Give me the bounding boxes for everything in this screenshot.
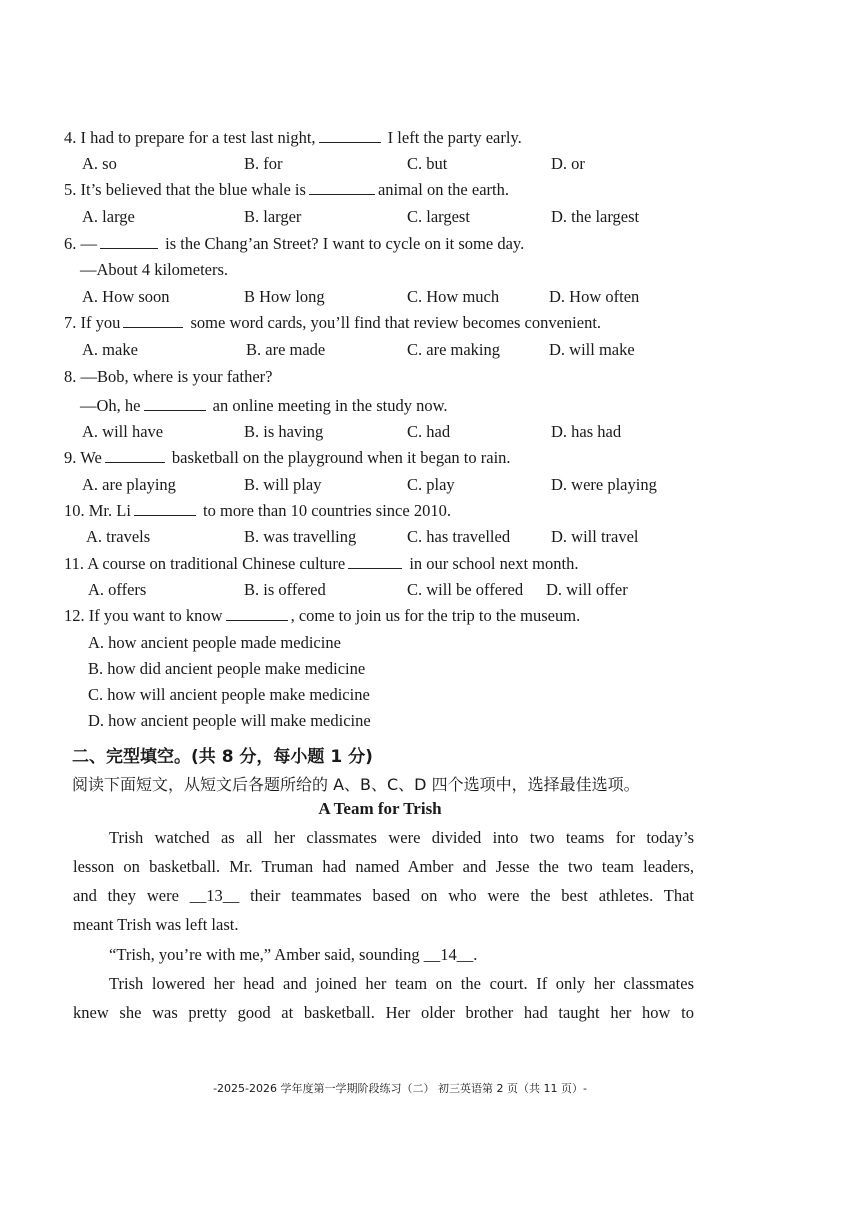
passage-line: and they were __13__ their teammates based on who were the best athletes. That [73, 886, 694, 905]
question-text: some word cards, you’ll find that review becomes convenient. [190, 313, 602, 332]
option-c: C. are making [407, 340, 501, 359]
page-footer: -2025-2026 学年度第一学期阶段练习（二） 初三英语第 2 页（共 11 页）- [213, 1082, 587, 1095]
answer-blank [319, 128, 381, 143]
question-number: 5. [64, 180, 77, 199]
option-c: C. how will ancient people make medicine [88, 685, 370, 704]
question-text: animal on the earth. [377, 180, 509, 199]
question-text: — [80, 234, 97, 253]
section-title: 二、完型填空。(共 8 分，每小题 1 分) [72, 747, 373, 767]
option-c: C. How much [407, 287, 500, 306]
answer-blank [123, 313, 183, 328]
passage-line: meant Trish was left last. [73, 915, 239, 934]
option-a: A. will have [82, 422, 164, 441]
question-number: 11. [64, 554, 85, 573]
option-b: B. for [244, 154, 283, 173]
option-b: B. is having [244, 422, 324, 441]
section-instruction: 阅读下面短文，从短文后各题所给的 A、B、C、D 四个选项中，选择最佳选项。 [72, 775, 640, 794]
option-c: C. play [407, 475, 455, 494]
question-number: 7. [64, 313, 77, 332]
option-b: B. is offered [244, 580, 326, 599]
option-a: A. are playing [82, 475, 176, 494]
option-a: A. offers [88, 580, 147, 599]
passage-paragraph-2 [73, 940, 694, 969]
option-c: C. had [407, 422, 451, 441]
question-text: to more than 10 countries since 2010. [203, 501, 451, 520]
option-b: B. will play [244, 475, 322, 494]
option-a: A. large [82, 207, 135, 226]
option-d: D. how ancient people will make medicine [88, 711, 371, 730]
option-d: D. will travel [551, 527, 639, 546]
question-number: 6. [64, 234, 77, 253]
option-d: D. How often [549, 287, 640, 306]
question-8 [64, 367, 272, 387]
question-11 [64, 554, 578, 574]
option-c: C. has travelled [407, 527, 511, 546]
option-d: D. or [551, 154, 585, 173]
dialogue-reply [80, 396, 448, 416]
question-text: is the Chang’an Street? I want to cycle on it some day. [165, 234, 525, 253]
option-b: B. how did ancient people make medicine [88, 659, 366, 678]
option-a: A. How soon [82, 287, 170, 306]
passage-line: lesson on basketball. Mr. Truman had named Amber and Jesse the two team leaders, [73, 857, 694, 876]
option-a: A. how ancient people made medicine [88, 633, 341, 652]
question-10 [64, 501, 451, 521]
option-b: B. larger [244, 207, 302, 226]
answer-blank [144, 396, 206, 411]
reply-text: —Oh, he [80, 396, 141, 415]
option-b: B. are made [246, 340, 326, 359]
passage-title: A Team for Trish [318, 799, 442, 818]
question-text: We [80, 448, 102, 467]
option-a: A. travels [86, 527, 151, 546]
question-text: I had to prepare for a test last night, [80, 128, 316, 147]
question-9 [64, 448, 511, 468]
option-a: A. so [82, 154, 117, 173]
answer-blank [134, 501, 196, 516]
question-number: 10. [64, 501, 85, 520]
question-number: 12. [64, 606, 85, 625]
question-text: I left the party early. [387, 128, 522, 147]
option-d: D. were playing [551, 475, 657, 494]
question-5 [64, 180, 509, 200]
option-d: D. will make [549, 340, 635, 359]
option-d: D. the largest [551, 207, 640, 226]
dialogue-reply: —About 4 kilometers. [80, 260, 229, 279]
answer-blank [226, 606, 288, 621]
question-6 [64, 234, 524, 254]
question-4 [64, 128, 522, 148]
question-text: If you want to know [88, 606, 223, 625]
option-b: B How long [244, 287, 325, 306]
passage-paragraph-3 [73, 969, 694, 1027]
passage-paragraph-1 [73, 823, 694, 939]
option-b: B. was travelling [244, 527, 357, 546]
question-12 [64, 606, 580, 626]
passage-line: Trish watched as all her classmates were divided into two teams for today’s [109, 828, 694, 847]
question-number: 4. [64, 128, 77, 147]
question-text: Mr. Li [88, 501, 131, 520]
question-text: in our school next month. [409, 554, 579, 573]
question-text: —Bob, where is your father? [80, 367, 273, 386]
answer-blank [348, 554, 402, 569]
option-d: D. has had [551, 422, 622, 441]
answer-blank [309, 180, 375, 195]
question-text: , come to join us for the trip to the museum. [290, 606, 581, 625]
passage-line: “Trish, you’re with me,” Amber said, sounding __14__. [109, 945, 478, 964]
question-number: 8. [64, 367, 77, 386]
answer-blank [100, 234, 158, 249]
question-text: basketball on the playground when it began to rain. [171, 448, 511, 467]
option-c: C. largest [407, 207, 470, 226]
option-a: A. make [82, 340, 138, 359]
passage-line: Trish lowered her head and joined her team on the court. If only her classmates [109, 974, 694, 993]
question-7 [64, 313, 601, 333]
passage-line: knew she was pretty good at basketball. Her older brother had taught her how to [73, 1003, 694, 1022]
question-text: A course on traditional Chinese culture [87, 554, 346, 573]
question-number: 9. [64, 448, 77, 467]
question-text: If you [80, 313, 121, 332]
option-d: D. will offer [546, 580, 628, 599]
reply-text: an online meeting in the study now. [212, 396, 448, 415]
question-text: It’s believed that the blue whale is [80, 180, 306, 199]
option-c: C. will be offered [407, 580, 524, 599]
answer-blank [105, 448, 165, 463]
option-c: C. but [407, 154, 448, 173]
